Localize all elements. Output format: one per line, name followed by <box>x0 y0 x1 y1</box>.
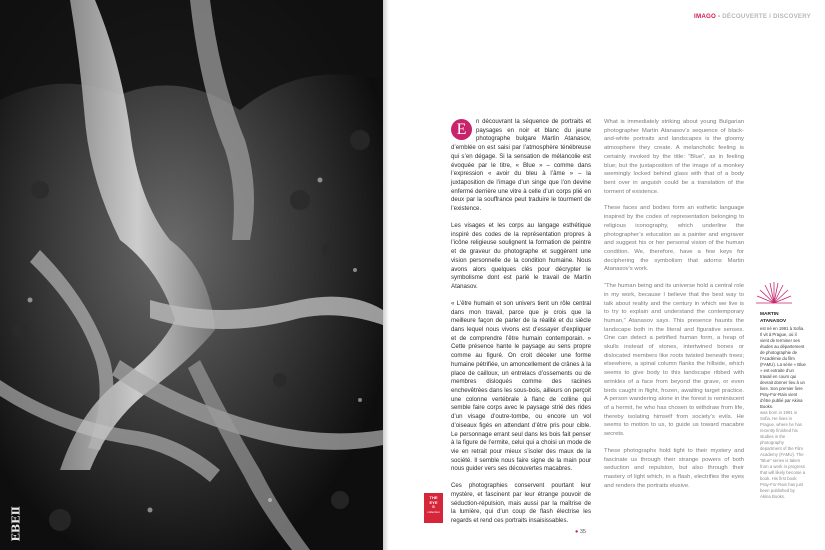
vertical-folio <box>9 529 23 540</box>
header-section: IMAGO <box>694 13 717 20</box>
article-paragraph: These faces and bodies form an esthetic language inspired by the codes of representation belonging to religious iconography, which underline the photographer’s education as a painter and engraver and suggest his or her personal vision of the human condition. We, therefore, have a few keys for deciphering the symbolism that adorns Martin Atanasov’s work. <box>604 205 744 273</box>
the-eyes-logo: THE EYE S collection <box>424 493 443 523</box>
header-fr: DÉCOUVERTE <box>722 13 768 20</box>
page-number-bullet: ● <box>575 529 579 535</box>
bio-text-en: was born in 1991 in Sofia. He lives in Prague, where he has recently finished his studies in the photography department of the Film Academy (FAMU). The “Blue” series is taken from a work in progress that will likely become a book. His first book Pray-For-Rain has just been published by Akina Books. <box>760 410 806 499</box>
page-number-value: 35 <box>579 529 586 535</box>
bio-name: MARTIN ATANASOV <box>760 312 787 324</box>
page-number <box>575 529 586 535</box>
article-paragraph: “The human being and its universe hold a central role in my work, because I believe that the best way to talk about reality and the century in which we live is to try to explain and understand the contemporary human,” Atanasov says. This presence haunts the landscape both in the literal and figurative senses. One can detect a petrified human form, a heap of skulls instead of stones, intertwined bones or dislocated members like roots twisted beneath trees; elsewhere, a spinal column flanks the hillside, which seems to give body to this landscape ribbed with wrinkles of a face from beyond the grave, or even birds caught in flight, frozen, awaiting target practice. A person wandering alone in the forest is reminiscent of a hermit, he who has chosen to withdraw from life, thereby isolating himself from society’s evils. He seems to motion to us, to guide us toward macabre secrets. <box>604 283 744 438</box>
dropcap: E <box>451 119 472 140</box>
artist-bio <box>760 312 806 500</box>
article-column-fr <box>451 118 591 534</box>
article-paragraph: Ces photographies conservent pourtant leur mystère, et fascinent par leur étrange pouvoir de séduction-répulsion, mais aussi par la maîtrise de la lumière, qui d’un coup de flash électrise les regards et rend ces portraits insaisissables. <box>451 482 591 525</box>
sunburst-icon <box>755 282 793 304</box>
photograph-tree-roots <box>0 0 383 550</box>
section-header <box>694 13 811 20</box>
article-paragraph: E n découvrant la séquence de portraits et paysages en noir et blanc du jeune photographe bulgare Martin Atanasov, d’emblée on est saisi par l’atmosphère ténébreuse qui s’en dégage. Si la sensation de mélancolie est évoquée par le titre, « Blue » – comme dans l’expression « avoir du bleu à l’âme » – la juxtaposition de l’image d’un singe que l’on devine enfermé derrière une vitre à celle d’un corps plié en deux par la souffrance peut traduire le tourment de l’existence. <box>451 118 591 213</box>
bio-text-fr: est né en 1991 à Sofia. Il vit à Prague, où il vient de terminer ses études au département de photographie de l’Académie du film (FAMU). La série « Blue » est extraite d’un travail en cours qui devrait donner lieu à un livre. Son premier livre Pray-For-Rain vient d’être publié par Akina Books. <box>760 326 806 409</box>
article-paragraph: These photographs hold tight to their mystery and fascinate us through their strange powers of both seduction and repulsion, but also through their mastery of light which, in a flash, electrifies the eyes and renders the portraits elusive. <box>604 447 744 489</box>
header-en: DISCOVERY <box>772 13 811 20</box>
article-column-en <box>604 118 744 499</box>
article-paragraph: Les visages et les corps au langage esthétique inspiré des codes de la représentation propres à l’icône religieuse soulignent la formation de peintre et de graveur du photographe et suggèrent une vision personnelle de la condition humaine. Nous avons alors quelques clés pour décrypter le symbolisme dont est parié le travail de Martin Atanasov. <box>451 222 591 290</box>
header-separator: I <box>767 13 773 20</box>
header-separator: • <box>716 13 723 20</box>
right-page <box>389 0 825 550</box>
left-page <box>0 0 383 550</box>
article-paragraph: What is immediately striking about young Bulgarian photographer Martin Atanasov’s sequence of black-and-white portraits and landscapes is the gloomy atmosphere they create. A melancholic feeling is certainly invoked by the title: “Blue”, as in feeling blue; but the juxtaposition of the image of a monkey seemingly locked behind glass with that of a body bent over in anguish could be a translation of the torment of existence. <box>604 119 744 195</box>
article-paragraph: « L’être humain et son univers tient un rôle central dans mon travail, parce que je crois que la meilleure façon de parler de la réalité et du siècle dans lequel nous vivons est d’essayer d’expliquer et de comprendre l’être humain contemporain. » Cette présence hante le paysage au sens propre comme au figuré. On croit déceler une forme humaine pétrifiée, un amoncellement de crânes à la place de cailloux, un entrelacs d’ossements ou de membres disloqués comme des racines enchevêtrées dans les sous-bois, ailleurs on perçoit une colonne vertébrale à flanc de colline qui semble faire corps avec le paysage strié des rides d’un visage d’outre-tombe, ou encore un vol d’oiseaux figés en attendant d’être pris pour cible. Le personnage errant seul dans les bois fait penser à la figure de l’ermite, celui qui a choisi un mode de vie en retrait pour mieux s’isoler des maux de la société. Il semble nous faire signe de la main pour nous guider vers ses découvertes macabres. <box>451 299 591 473</box>
